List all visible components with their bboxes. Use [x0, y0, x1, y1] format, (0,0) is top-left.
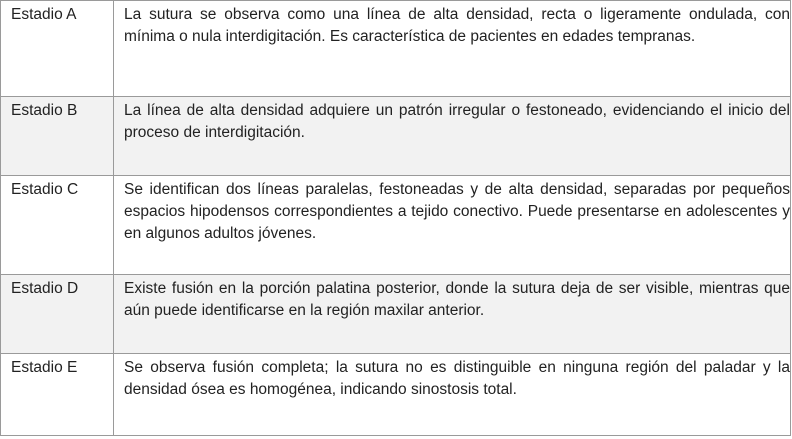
stage-label: Estadio B — [1, 97, 114, 176]
table-row — [1, 1, 791, 97]
stage-label: Estadio A — [1, 1, 114, 97]
table-row — [1, 176, 791, 275]
table-row — [1, 97, 791, 176]
stage-label: Estadio D — [1, 275, 114, 354]
stage-description: La línea de alta densidad adquiere un patrón irregular o festoneado, evidenciando el inicio del proceso de interdigitación. — [114, 97, 791, 176]
stage-label: Estadio C — [1, 176, 114, 275]
stage-label: Estadio E — [1, 354, 114, 436]
table-row — [1, 354, 791, 436]
stage-description: Se identifican dos líneas paralelas, festoneadas y de alta densidad, separadas por pequeños espacios hipodensos correspondientes a tejido conectivo. Puede presentarse en adolescentes y en algunos adultos jóvenes. — [114, 176, 791, 275]
stage-description: La sutura se observa como una línea de alta densidad, recta o ligeramente ondulada, con mínima o nula interdigitación. Es característica de pacientes en edades tempranas. — [114, 1, 791, 97]
stage-description: Existe fusión en la porción palatina posterior, donde la sutura deja de ser visible, mientras que aún puede identificarse en la región maxilar anterior. — [114, 275, 791, 354]
table-row — [1, 275, 791, 354]
stage-description: Se observa fusión completa; la sutura no es distinguible en ninguna región del paladar y la densidad ósea es homogénea, indicando sinostosis total. — [114, 354, 791, 436]
